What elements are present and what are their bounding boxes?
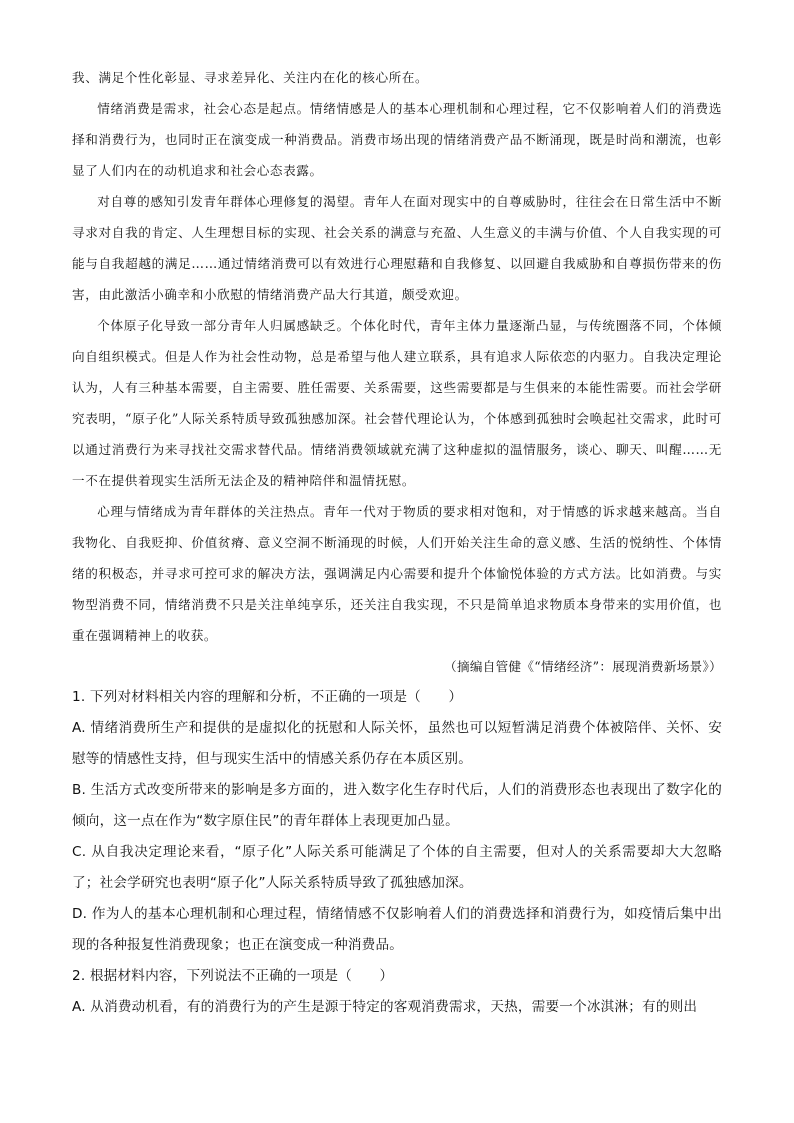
question-1-stem: 1. 下列对材料相关内容的理解和分析，不正确的一项是（ ） [72,689,463,705]
question-2-stem: 2. 根据材料内容，下列说法不正确的一项是（ ） [72,968,394,984]
passage-source: （摘编自管健《“情绪经济”：展现消费新场景》） [444,659,722,674]
passage-paragraph: 我、满足个性化彰显、寻求差异化、关注内在化的核心所在。 [72,70,429,85]
question-1-option-d: D. 作为人的基本心理机制和心理过程，情绪情感不仅影响着人们的消费选择和消费行为，如疫情后集中出现的各种报复性消费现象；也正在演变成一种消费品。 [72,906,722,953]
passage-paragraph: 对自尊的感知引发青年群体心理修复的渴望。青年人在面对现实中的自尊威胁时，往往会在日常生活中不断寻求对自我的肯定、人生理想目标的实现、社会关系的满意与充盈、人生意义的丰满与价值、个人自我实现的可能与自我超越的满足……通过情绪消费可以有效进行心理慰藉和自我修复、以回避自我威胁和自尊损伤带来的伤害，由此激活小确幸和小欣慰的情绪消费产品大行其道，颇受欢迎。 [72,194,722,302]
passage-paragraph: 心理与情绪成为青年群体的关注热点。青年一代对于物质的要求相对饱和，对于情感的诉求越来越高。当自我物化、自我贬抑、价值贫瘠、意义空洞不断涌现的时候，人们开始关注生命的意义感、生活的悦纳性、个体情绪的积极态，并寻求可控可求的解决方法，强调满足内心需要和提升个体愉悦体验的方式方法。比如消费。与实物型消费不同，情绪消费不只是关注单纯享乐，还关注自我实现，不只是简单追求物质本身带来的实用价值，也重在强调精神上的收获。 [72,504,722,643]
passage-paragraph: 情绪消费是需求，社会心态是起点。情绪情感是人的基本心理机制和心理过程，它不仅影响着人们的消费选择和消费行为，也同时正在演变成一种消费品。消费市场出现的情绪消费产品不断涌现，既是时尚和潮流，也彰显了人们内在的动机追求和社会心态表露。 [72,101,722,178]
question-1-option-a: A. 情绪消费所生产和提供的是虚拟化的抚慰和人际关怀，虽然也可以短暂满足消费个体被陪伴、关怀、安慰等的情感性支持，但与现实生活中的情感关系仍存在本质区别。 [72,720,722,767]
question-2-option-a: A. 从消费动机看，有的消费行为的产生是源于特定的客观消费需求，天热，需要一个冰淇淋；有的则出 [72,999,698,1015]
question-1-option-c: C. 从自我决定理论来看，“原子化”人际关系可能满足了个体的自主需要，但对人的关系需要却大大忽略了；社会学研究也表明“原子化”人际关系特质导致了孤独感加深。 [72,844,722,891]
document-page [72,62,722,1023]
passage-paragraph: 个体原子化导致一部分青年人归属感缺乏。个体化时代，青年主体力量逐渐凸显，与传统圈落不同，个体倾向自组织模式。但是人作为社会性动物，总是希望与他人建立联系，具有追求人际依恋的内驱力。自我决定理论认为，人有三种基本需要，自主需要、胜任需要、关系需要，这些需要都是与生俱来的本能性需要。而社会学研究表明，“原子化”人际关系特质导致孤独感加深。社会替代理论认为，个体感到孤独时会唤起社交需求，此时可以通过消费行为来寻找社交需求替代品。情绪消费领域就充满了这种虚拟的温情服务，谈心、聊天、叫醒……无一不在提供着现实生活所无法企及的精神陪伴和温情抚慰。 [72,318,722,488]
question-1-option-b: B. 生活方式改变所带来的影响是多方面的，进入数字化生存时代后，人们的消费形态也表现出了数字化的倾向，这一点在作为“数字原住民”的青年群体上表现更加凸显。 [72,782,722,829]
